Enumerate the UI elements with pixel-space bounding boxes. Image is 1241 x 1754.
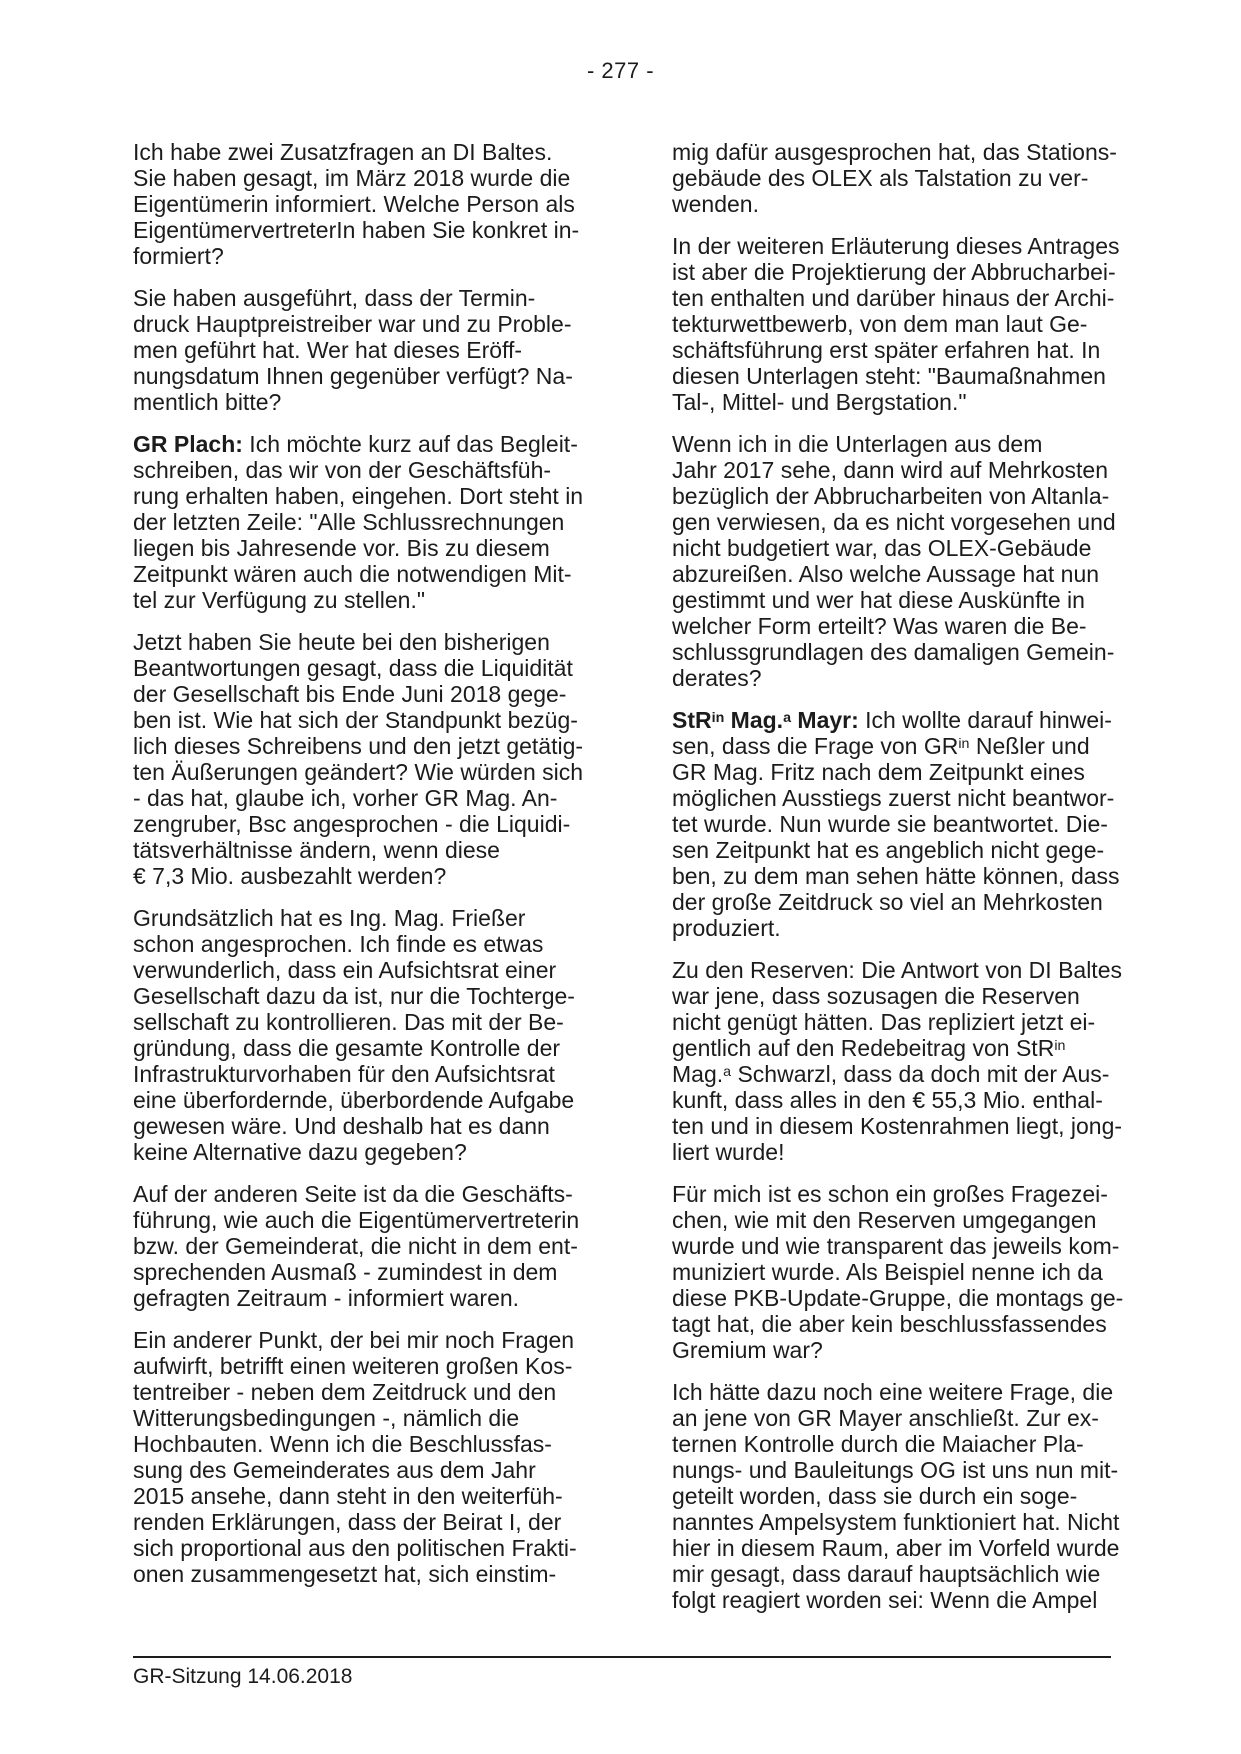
- text-run: verwunderlich, dass ein Aufsichtsrat einer: [133, 957, 557, 983]
- text-run: geteilt worden, dass sie durch ein soge-: [672, 1483, 1078, 1509]
- text-run: Mag.: [724, 707, 784, 733]
- text-run: Neßler und: [969, 733, 1090, 759]
- text-run: lich dieses Schreibens und den jetzt getätig-: [133, 733, 584, 759]
- text-run: diesen Unterlagen steht: "Baumaßnahmen: [672, 363, 1106, 389]
- text-run: der Gesellschaft bis Ende Juni 2018 gege-: [133, 681, 567, 707]
- paragraph: [672, 707, 1120, 941]
- text-run: Eigentümerin informiert. Welche Person als: [133, 191, 575, 217]
- text-run: liert wurde!: [672, 1139, 785, 1165]
- footer-session-label: GR-Sitzung 14.06.2018: [133, 1665, 353, 1688]
- text-run: GR Mag. Fritz nach dem Zeitpunkt eines: [672, 759, 1085, 785]
- paragraph: [672, 139, 1117, 217]
- text-run: Infrastrukturvorhaben für den Aufsichtsrat: [133, 1061, 555, 1087]
- text-run: in: [958, 735, 970, 752]
- text-run: sellschaft zu kontrollieren. Das mit der Be-: [133, 1009, 564, 1035]
- text-run: Für mich ist es schon ein großes Fragezei-: [672, 1181, 1108, 1207]
- text-run: muniziert wurde. Als Beispiel nenne ich da: [672, 1259, 1103, 1285]
- text-run: Gremium war?: [672, 1337, 823, 1363]
- text-run: wenden.: [672, 191, 759, 217]
- text-run: Ich hätte dazu noch eine weitere Frage, die: [672, 1379, 1114, 1405]
- text-run: nungsdatum Ihnen gegenüber verfügt? Na-: [133, 363, 573, 389]
- text-run: Ich habe zwei Zusatzfragen an DI Baltes.: [133, 139, 553, 165]
- paragraph: [672, 233, 1120, 415]
- text-run: ten Äußerungen geändert? Wie würden sich: [133, 759, 584, 785]
- text-run: der große Zeitdruck so viel an Mehrkosten: [672, 889, 1103, 915]
- text-run: nicht genügt hätten. Das repliziert jetzt ei-: [672, 1009, 1096, 1035]
- text-run: aufwirft, betrifft einen weiteren großen Kos-: [133, 1353, 573, 1379]
- text-run: führung, wie auch die Eigentümervertreterin: [133, 1207, 580, 1233]
- page-footer: [133, 1656, 1111, 1689]
- paragraph: [133, 285, 572, 415]
- text-run: mir gesagt, dass darauf hauptsächlich wie: [672, 1561, 1101, 1587]
- text-run: in: [711, 709, 725, 726]
- text-run: wurde und wie transparent das jeweils kom-: [672, 1233, 1120, 1259]
- text-run: tel zur Verfügung zu stellen.": [133, 587, 426, 613]
- text-run: ten und in diesem Kostenrahmen liegt, jong-: [672, 1113, 1123, 1139]
- text-run: Mayr:: [791, 707, 859, 733]
- text-run: gentlich auf den Redebeitrag von StR: [672, 1035, 1055, 1061]
- paragraph: [133, 1181, 580, 1311]
- text-run: Jetzt haben Sie heute bei den bisherigen: [133, 629, 550, 655]
- text-run: sich proportional aus den politischen Frakti-: [133, 1535, 577, 1561]
- text-run: hier in diesem Raum, aber im Vorfeld wurde: [672, 1535, 1120, 1561]
- paragraph: [672, 957, 1123, 1165]
- text-run: welcher Form erteilt? Was waren die Be-: [672, 613, 1087, 639]
- text-column-left: [133, 139, 584, 1629]
- text-run: Jahr 2017 sehe, dann wird auf Mehrkosten: [672, 457, 1108, 483]
- text-run: Sie haben gesagt, im März 2018 wurde die: [133, 165, 571, 191]
- text-run: gestimmt und wer hat diese Auskünfte in: [672, 587, 1085, 613]
- text-run: Zeitpunkt wären auch die notwendigen Mit-: [133, 561, 572, 587]
- text-run: men geführt hat. Wer hat dieses Eröff-: [133, 337, 523, 363]
- text-run: produziert.: [672, 915, 781, 941]
- text-run: war jene, dass sozusagen die Reserven: [672, 983, 1080, 1009]
- text-run: schlussgrundlagen des damaligen Gemein-: [672, 639, 1115, 665]
- text-run: formiert?: [133, 243, 224, 269]
- text-run: tentreiber - neben dem Zeitdruck und den: [133, 1379, 557, 1405]
- text-run: a: [723, 1063, 732, 1080]
- text-run: Grundsätzlich hat es Ing. Mag. Frießer: [133, 905, 526, 931]
- text-run: Schwarzl, dass da doch mit der Aus-: [731, 1061, 1110, 1087]
- text-run: Beantwortungen gesagt, dass die Liquidität: [133, 655, 573, 681]
- paragraph: [133, 139, 580, 269]
- text-run: ten enthalten und darüber hinaus der Archi-: [672, 285, 1115, 311]
- text-run: renden Erklärungen, dass der Beirat I, der: [133, 1509, 562, 1535]
- text-run: € 7,3 Mio. ausbezahlt werden?: [133, 863, 447, 889]
- text-run: druck Hauptpreistreiber war und zu Proble-: [133, 311, 572, 337]
- text-run: nicht budgetiert war, das OLEX-Gebäude: [672, 535, 1092, 561]
- text-run: Witterungsbedingungen -, nämlich die: [133, 1405, 520, 1431]
- text-run: der letzten Zeile: "Alle Schlussrechnungen: [133, 509, 565, 535]
- text-run: eine überfordernde, überbordende Aufgabe: [133, 1087, 575, 1113]
- text-run: tagt hat, die aber kein beschlussfassendes: [672, 1311, 1107, 1337]
- paragraph: [133, 431, 584, 613]
- text-run: gebäude des OLEX als Talstation zu ver-: [672, 165, 1089, 191]
- text-run: schreiben, das wir von der Geschäftsfüh-: [133, 457, 552, 483]
- text-run: Sie haben ausgeführt, dass der Termin-: [133, 285, 536, 311]
- text-run: tätsverhältnisse ändern, wenn diese: [133, 837, 500, 863]
- text-run: bezüglich der Abbrucharbeiten von Altanla-: [672, 483, 1110, 509]
- text-run: kunft, dass alles in den € 55,3 Mio. enthal-: [672, 1087, 1103, 1113]
- text-run: gründung, dass die gesamte Kontrolle der: [133, 1035, 561, 1061]
- text-run: zengruber, Bsc angesprochen - die Liquidi-: [133, 811, 571, 837]
- text-run: Ich möchte kurz auf das Begleit-: [242, 431, 578, 457]
- text-run: schon angesprochen. Ich finde es etwas: [133, 931, 544, 957]
- text-run: onen zusammengesetzt hat, sich einstim-: [133, 1561, 557, 1587]
- text-run: gefragten Zeitraum - informiert waren.: [133, 1285, 520, 1311]
- text-run: schäftsführung erst später erfahren hat. In: [672, 337, 1101, 363]
- text-run: Wenn ich in die Unterlagen aus dem: [672, 431, 1043, 457]
- text-run: Ein anderer Punkt, der bei mir noch Fragen: [133, 1327, 575, 1353]
- text-run: bzw. der Gemeinderat, die nicht in dem ent-: [133, 1233, 578, 1259]
- text-run: in: [1054, 1037, 1066, 1054]
- text-run: sung des Gemeinderates aus dem Jahr: [133, 1457, 536, 1483]
- text-run: abzureißen. Also welche Aussage hat nun: [672, 561, 1100, 587]
- text-run: folgt reagiert worden sei: Wenn die Ampel: [672, 1587, 1098, 1613]
- text-run: Hochbauten. Wenn ich die Beschlussfas-: [133, 1431, 552, 1457]
- paragraph: [133, 629, 584, 889]
- text-run: nanntes Ampelsystem funktioniert hat. Nicht: [672, 1509, 1120, 1535]
- text-run: ternen Kontrolle durch die Maiacher Pla-: [672, 1431, 1084, 1457]
- text-run: keine Alternative dazu gegeben?: [133, 1139, 467, 1165]
- text-run: nungs- und Bauleitungs OG ist uns nun mit-: [672, 1457, 1119, 1483]
- text-run: Tal-, Mittel- und Bergstation.": [672, 389, 967, 415]
- paragraph: [672, 431, 1116, 691]
- text-run: rung erhalten haben, eingehen. Dort steht in: [133, 483, 584, 509]
- text-run: ben ist. Wie hat sich der Standpunkt bezüg-: [133, 707, 578, 733]
- text-run: Auf der anderen Seite ist da die Geschäfts-: [133, 1181, 573, 1207]
- text-run: GR Plach:: [133, 431, 243, 457]
- text-run: a: [783, 709, 792, 726]
- text-run: sen Zeitpunkt hat es angeblich nicht gege-: [672, 837, 1105, 863]
- text-run: tekturwettbewerb, von dem man laut Ge-: [672, 311, 1088, 337]
- text-run: mig dafür ausgesprochen hat, das Stations-: [672, 139, 1117, 165]
- paragraph: [133, 1327, 577, 1587]
- text-run: gen verwiesen, da es nicht vorgesehen und: [672, 509, 1116, 535]
- text-run: sen, dass die Frage von GR: [672, 733, 959, 759]
- text-column-right: [672, 139, 1124, 1629]
- paragraph: [672, 1379, 1120, 1613]
- text-run: an jene von GR Mayer anschließt. Zur ex-: [672, 1405, 1099, 1431]
- paragraph: [133, 905, 575, 1165]
- text-run: ist aber die Projektierung der Abbrucharbei-: [672, 259, 1116, 285]
- paragraph: [672, 1181, 1124, 1363]
- text-run: StR: [672, 707, 712, 733]
- text-run: Gesellschaft dazu da ist, nur die Tochterge-: [133, 983, 575, 1009]
- text-run: möglichen Ausstiegs zuerst nicht beantwor-: [672, 785, 1115, 811]
- text-run: sprechenden Ausmaß - zumindest in dem: [133, 1259, 558, 1285]
- text-run: derates?: [672, 665, 762, 691]
- page-number: - 277 -: [586, 58, 655, 83]
- text-run: Ich wollte darauf hinwei-: [858, 707, 1112, 733]
- text-run: gewesen wäre. Und deshalb hat es dann: [133, 1113, 550, 1139]
- text-run: EigentümervertreterIn haben Sie konkret in-: [133, 217, 580, 243]
- text-run: tet wurde. Nun wurde sie beantwortet. Die-: [672, 811, 1108, 837]
- text-run: Zu den Reserven: Die Antwort von DI Baltes: [672, 957, 1122, 983]
- text-run: Mag.: [672, 1061, 724, 1087]
- text-run: chen, wie mit den Reserven umgegangen: [672, 1207, 1097, 1233]
- text-columns: [133, 139, 1124, 1629]
- text-run: 2015 ansehe, dann steht in den weiterfüh-: [133, 1483, 563, 1509]
- text-run: - das hat, glaube ich, vorher GR Mag. An-: [133, 785, 558, 811]
- text-run: mentlich bitte?: [133, 389, 282, 415]
- text-run: ben, zu dem man sehen hätte können, dass: [672, 863, 1120, 889]
- text-run: liegen bis Jahresende vor. Bis zu diesem: [133, 535, 550, 561]
- text-run: diese PKB-Update-Gruppe, die montags ge-: [672, 1285, 1124, 1311]
- text-run: In der weiteren Erläuterung dieses Antrages: [672, 233, 1120, 259]
